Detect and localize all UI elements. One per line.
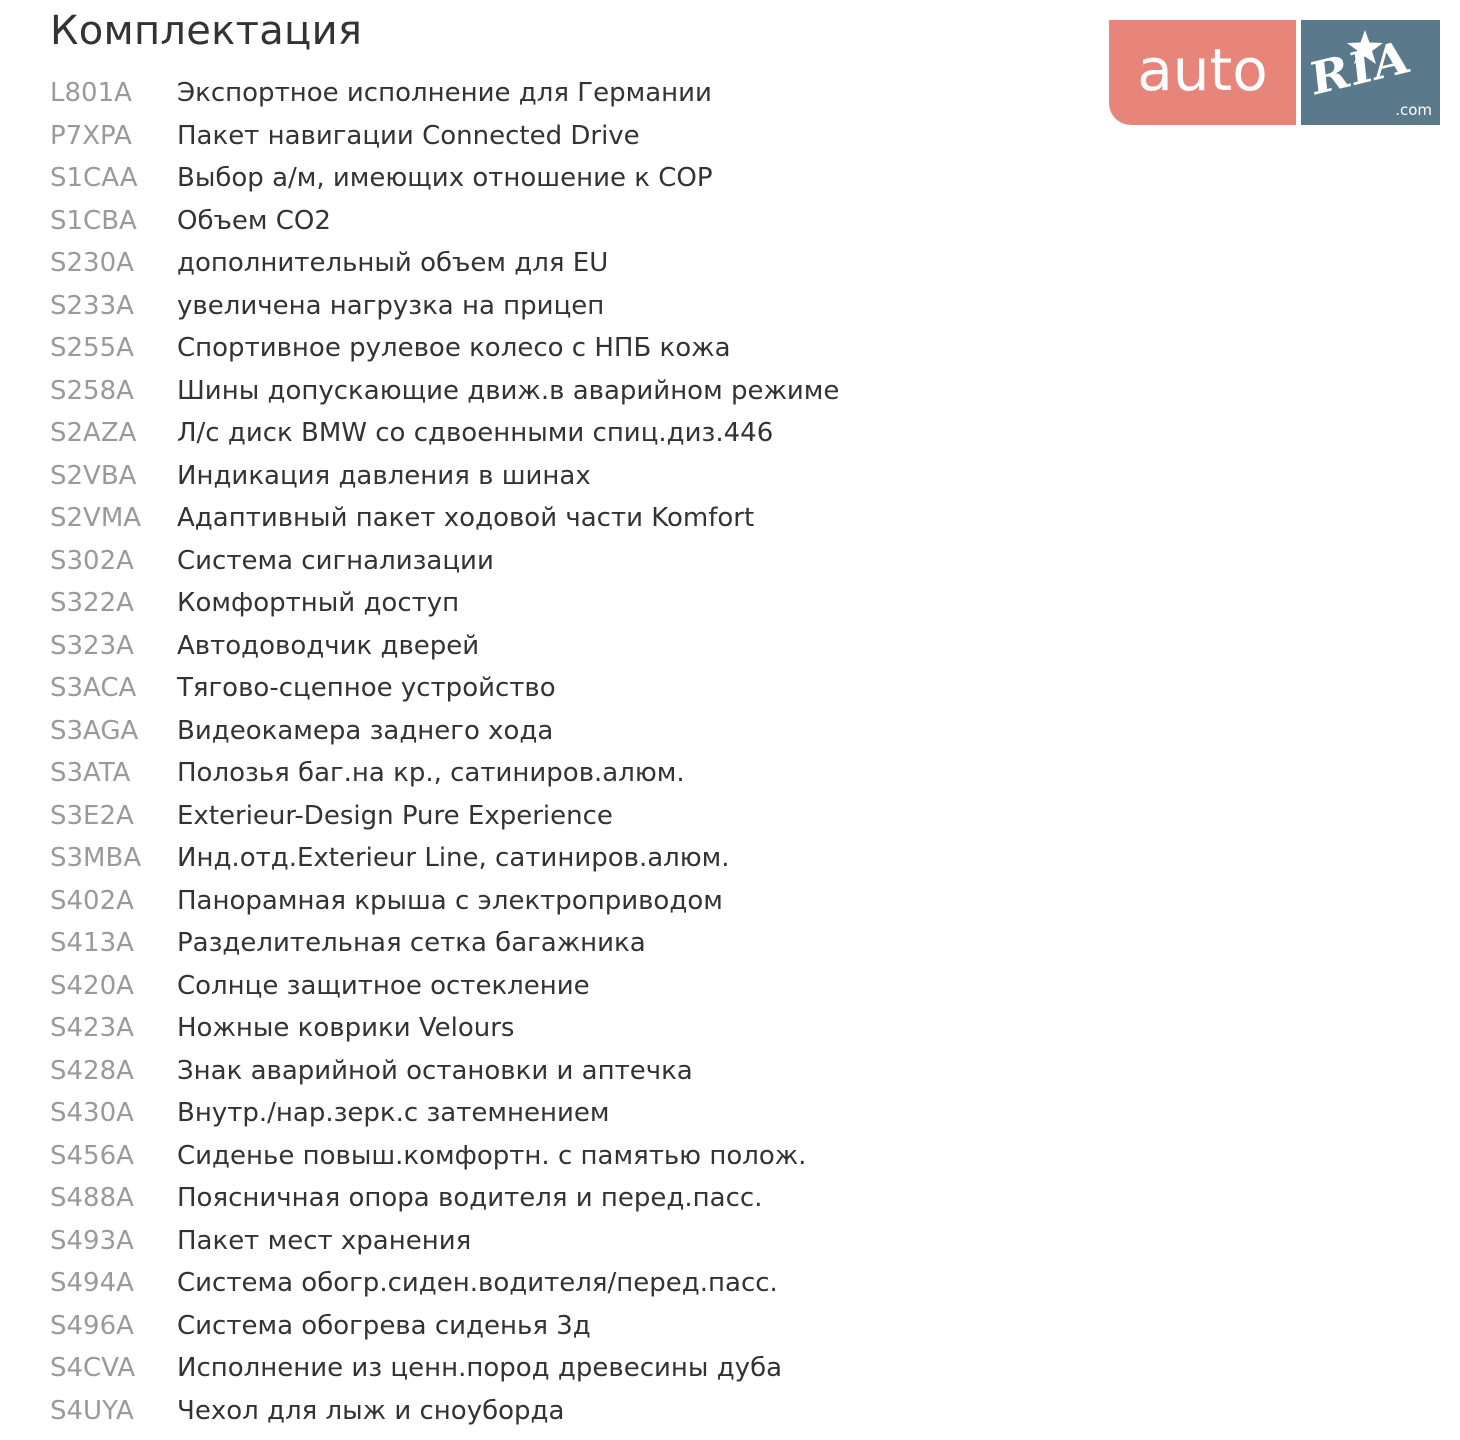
option-code: S2VBA bbox=[50, 460, 137, 491]
list-item bbox=[50, 455, 839, 498]
list-item bbox=[50, 157, 839, 200]
logo-ria-text: RIA bbox=[1307, 29, 1413, 106]
option-code: S323A bbox=[50, 630, 134, 661]
list-item bbox=[50, 1347, 839, 1390]
option-code: L801A bbox=[50, 78, 132, 109]
option-description: Знак аварийной остановки и аптечка bbox=[177, 1055, 693, 1086]
option-description: Внутр./нар.зерк.с затемнением bbox=[177, 1098, 610, 1129]
option-code: S420A bbox=[50, 970, 134, 1001]
list-item bbox=[50, 115, 839, 158]
list-item bbox=[50, 370, 839, 413]
option-description: Панорамная крыша с электроприводом bbox=[177, 885, 723, 916]
list-item bbox=[50, 1092, 839, 1135]
option-code: S402A bbox=[50, 885, 134, 916]
list-item bbox=[50, 1177, 839, 1220]
logo-com-text: .com bbox=[1395, 101, 1432, 119]
list-item bbox=[50, 1390, 839, 1433]
option-description: Пакет мест хранения bbox=[177, 1225, 472, 1256]
option-description: Шины допускающие движ.в аварийном режиме bbox=[177, 375, 840, 406]
option-code: S413A bbox=[50, 928, 134, 959]
page-title: Комплектация bbox=[50, 8, 363, 54]
option-description: Комфортный доступ bbox=[177, 588, 460, 619]
list-item bbox=[50, 285, 839, 328]
logo-auto-part: auto bbox=[1109, 20, 1296, 125]
list-item bbox=[50, 1305, 839, 1348]
list-item bbox=[50, 1220, 839, 1263]
option-code: S255A bbox=[50, 333, 134, 364]
list-item bbox=[50, 327, 839, 370]
option-description: Видеокамера заднего хода bbox=[177, 715, 554, 746]
option-code: S3AGA bbox=[50, 715, 139, 746]
list-item bbox=[50, 412, 839, 455]
list-item bbox=[50, 200, 839, 243]
list-item bbox=[50, 880, 839, 923]
autoria-logo[interactable] bbox=[1109, 20, 1440, 125]
option-description: Индикация давления в шинах bbox=[177, 460, 591, 491]
list-item bbox=[50, 710, 839, 753]
list-item bbox=[50, 72, 839, 115]
option-description: Поясничная опора водителя и перед.пасс. bbox=[177, 1183, 763, 1214]
option-code: S1CAA bbox=[50, 163, 138, 194]
option-code: S2AZA bbox=[50, 418, 137, 449]
option-code: S302A bbox=[50, 545, 134, 576]
option-description: Сиденье повыш.комфортн. с памятью полож. bbox=[177, 1140, 807, 1171]
list-item bbox=[50, 497, 839, 540]
option-description: Автодоводчик дверей bbox=[177, 630, 480, 661]
option-description: Спортивное рулевое колесо с НПБ кожа bbox=[177, 333, 731, 364]
option-description: Солнце защитное остекление bbox=[177, 970, 590, 1001]
option-code: S428A bbox=[50, 1055, 134, 1086]
equipment-list bbox=[50, 72, 839, 1432]
option-description: увеличена нагрузка на прицеп bbox=[177, 290, 605, 321]
option-code: S456A bbox=[50, 1140, 134, 1171]
list-item bbox=[50, 837, 839, 880]
option-code: S230A bbox=[50, 248, 134, 279]
list-item bbox=[50, 795, 839, 838]
option-code: S3ATA bbox=[50, 758, 131, 789]
option-code: S494A bbox=[50, 1268, 134, 1299]
list-item bbox=[50, 752, 839, 795]
option-description: Объем CO2 bbox=[177, 205, 331, 236]
list-item bbox=[50, 965, 839, 1008]
list-item bbox=[50, 1135, 839, 1178]
option-description: Ножные коврики Velours bbox=[177, 1013, 515, 1044]
option-description: Чехол для лыж и сноуборда bbox=[177, 1395, 565, 1426]
option-code: S3ACA bbox=[50, 673, 137, 704]
option-code: S258A bbox=[50, 375, 134, 406]
option-code: S233A bbox=[50, 290, 134, 321]
option-code: P7XPA bbox=[50, 120, 132, 151]
list-item bbox=[50, 1050, 839, 1093]
option-code: S4CVA bbox=[50, 1353, 136, 1384]
list-item bbox=[50, 625, 839, 668]
list-item bbox=[50, 667, 839, 710]
option-description: Л/с диск BMW со сдвоенными спиц.диз.446 bbox=[177, 418, 774, 449]
option-code: S2VMA bbox=[50, 503, 142, 534]
option-description: Система сигнализации bbox=[177, 545, 494, 576]
list-item bbox=[50, 1262, 839, 1305]
option-description: Выбор а/м, имеющих отношение к COP bbox=[177, 163, 713, 194]
option-code: S430A bbox=[50, 1098, 134, 1129]
option-description: Система обогр.сиден.водителя/перед.пасс. bbox=[177, 1268, 778, 1299]
option-code: S493A bbox=[50, 1225, 134, 1256]
option-description: Пакет навигации Connected Drive bbox=[177, 120, 640, 151]
option-code: S423A bbox=[50, 1013, 134, 1044]
list-item bbox=[50, 540, 839, 583]
list-item bbox=[50, 582, 839, 625]
option-code: S1CBA bbox=[50, 205, 137, 236]
option-description: дополнительный объем для EU bbox=[177, 248, 609, 279]
option-description: Экспортное исполнение для Германии bbox=[177, 78, 712, 109]
option-description: Exterieur-Design Pure Experience bbox=[177, 800, 613, 831]
option-code: S3MBA bbox=[50, 843, 142, 874]
option-description: Инд.отд.Exterieur Line, сатиниров.алюм. bbox=[177, 843, 730, 874]
option-description: Исполнение из ценн.пород древесины дуба bbox=[177, 1353, 783, 1384]
option-code: S488A bbox=[50, 1183, 134, 1214]
list-item bbox=[50, 922, 839, 965]
option-description: Полозья баг.на кр., сатиниров.алюм. bbox=[177, 758, 685, 789]
option-code: S322A bbox=[50, 588, 134, 619]
list-item bbox=[50, 242, 839, 285]
option-code: S3E2A bbox=[50, 800, 134, 831]
option-description: Система обогрева сиденья 3д bbox=[177, 1310, 591, 1341]
option-description: Адаптивный пакет ходовой части Komfort bbox=[177, 503, 755, 534]
option-description: Разделительная сетка багажника bbox=[177, 928, 646, 959]
option-code: S4UYA bbox=[50, 1395, 134, 1426]
option-description: Тягово-сцепное устройство bbox=[177, 673, 556, 704]
logo-ria-part bbox=[1301, 20, 1440, 125]
option-code: S496A bbox=[50, 1310, 134, 1341]
list-item bbox=[50, 1007, 839, 1050]
